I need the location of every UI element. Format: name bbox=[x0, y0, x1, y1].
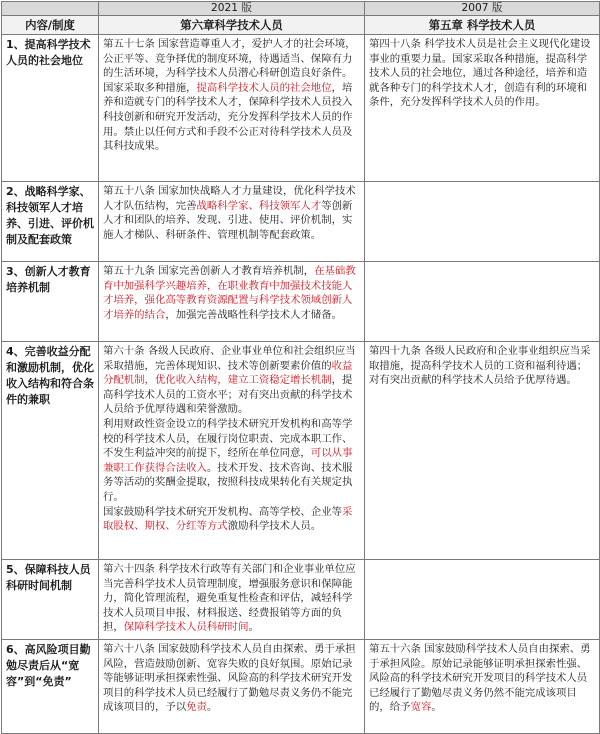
article-text: 第六十条 各级人民政府、企业事业单位和社会组织应当采取措施，完善体现知识、技术等创新要素价值的 bbox=[103, 345, 356, 372]
article-paragraph bbox=[103, 81, 360, 154]
article-text: 第六十八条 国家鼓励科学技术人员自由探索、勇于承担风险，营造鼓励创新、宽容失败的良好氛围。原始记录等能够证明承担探索性强、风险高的科学技术研究开发项目的科学技术人员已经履行了勤勉尽责义务仍不能完成该项目的，予以 bbox=[103, 643, 356, 714]
article-paragraph bbox=[369, 642, 595, 715]
article-text: ，提高科学技术人员的工资水平；对有突出贡献的科学技术人员给予优厚待遇和荣誉激励。 bbox=[103, 374, 353, 416]
article-paragraph bbox=[103, 264, 360, 322]
highlighted-text: 保障科学技术人员科研时间 bbox=[123, 621, 249, 634]
chapter-2021-header: 第六章科学技术人员 bbox=[99, 16, 365, 35]
year-2007-header: 2007 版 bbox=[365, 2, 600, 16]
article-text: 第四十八条 科学技术人员是社会主义现代化建设事业的重要力量。国家采取各种措施，提高科学技术人员的社会地位，通过各种途径，培养和造就各种专门的科学技术人才，创造有利的环境和条件，充分发挥科学技术人员的作用。 bbox=[369, 38, 591, 109]
article-text: 第六十四条 科学技术行政等有关部门和企业事业单位应当完善科学技术人员管理制度，增强服务意识和保障能力，简化管理流程，避免重复性检查和评估，减轻科学技术人员项目申报、材料报送、经费报销等方面的负担， bbox=[103, 563, 356, 634]
article-paragraph bbox=[103, 642, 360, 715]
table-row bbox=[2, 342, 600, 560]
article-text: 。技术开发、技术咨询、技术服务等活动的奖酬金提取，按照科技成果转化有关规定执行。 bbox=[103, 461, 353, 503]
highlighted-text: 免责 bbox=[186, 701, 207, 714]
category-column-header: 内容/制度 bbox=[2, 16, 99, 35]
article-text: 第五十八条 国家加快战略人才力量建设，优化科学技术人才队伍结构，完善 bbox=[103, 185, 356, 212]
article-paragraph bbox=[103, 417, 360, 505]
article-text: 等创新人才和团队的培养、发现、引进、使用、评价机制，实施人才梯队、科研条件、管理机制等配套政策。 bbox=[103, 199, 353, 241]
year-header-row bbox=[2, 2, 600, 16]
article-2007 bbox=[365, 640, 600, 734]
article-paragraph bbox=[103, 562, 360, 635]
article-paragraph bbox=[103, 344, 360, 417]
article-2007 bbox=[365, 182, 600, 262]
article-text: 国家鼓励科学技术研究开发机构、高等学校、企业等 bbox=[103, 505, 342, 518]
row-category: 5、保障科技人员科研时间机制 bbox=[2, 560, 99, 640]
article-text: 国家采取多种措施， bbox=[103, 81, 197, 94]
highlighted-text: 在基础教育中加强科学兴趣培养，在职业教育中加强技术技能人才培养，强化高等教育资源配置与科学技术领域创新人才培养的结合 bbox=[103, 265, 356, 321]
highlighted-text: 战略科学家、科技领军人才 bbox=[196, 199, 322, 212]
article-text: 。 bbox=[248, 621, 259, 634]
law-comparison-table bbox=[1, 1, 600, 734]
article-2021 bbox=[99, 262, 365, 342]
year-header-blank bbox=[2, 2, 99, 16]
table-row bbox=[2, 560, 600, 640]
article-paragraph bbox=[103, 184, 360, 242]
row-category: 1、提高科学技术人员的社会地位 bbox=[2, 35, 99, 182]
article-text: ，培养和造就专门的科学技术人才，保障科学技术人员投入科技创新和研究开发活动，充分发挥科学技术人员的作用。禁止以任何方式和手段不公正对待科学技术人员及其科技成果。 bbox=[103, 81, 353, 153]
row-category: 6、高风险项目勤勉尽责后从“宽容”到“免责” bbox=[2, 640, 99, 734]
article-text: 第五十七条 国家营造尊重人才，爱护人才的社会环境，公正平等、竞争择优的制度环境，待遇适当、保障有力的生活环境，为科学技术人员潜心科研创造良好条件。 bbox=[103, 38, 356, 80]
article-2021 bbox=[99, 640, 365, 734]
article-text: ，加强完善战略性科学技术人才储备。 bbox=[165, 308, 342, 321]
highlighted-text: 宽容 bbox=[410, 701, 432, 714]
year-2021-header: 2021 版 bbox=[99, 2, 365, 16]
article-text: 第五十六条 国家鼓励科学技术人员自由探索、勇于承担风险。原始记录能够证明承担探索性强、风险高的科学技术研究开发项目的科学技术人员已经履行了勤勉尽责义务仍然不能完成该项目的，给予 bbox=[369, 643, 591, 714]
row-category: 2、战略科学家、科技领军人才培养、引进、评价机制及配套政策 bbox=[2, 182, 99, 262]
article-paragraph bbox=[103, 37, 360, 81]
article-text: 。 bbox=[431, 701, 442, 714]
article-text: 利用财政性资金设立的科学技术研究开发机构和高等学校的科学技术人员，在履行岗位职责、完成本职工作、不发生利益冲突的前提下，经所在单位同意， bbox=[103, 417, 353, 460]
row-category: 3、创新人才教育培养机制 bbox=[2, 262, 99, 342]
article-text: 。 bbox=[206, 701, 218, 714]
chapter-header-row bbox=[2, 16, 600, 35]
article-text: 第四十九条 各级人民政府和企业事业组织应当采取措施，提高科学技术人员的工资和福利待遇；对有突出贡献的科学技术人员给予优厚待遇。 bbox=[369, 345, 591, 387]
chapter-2007-header: 第五章 科学技术人员 bbox=[365, 16, 600, 35]
table-row bbox=[2, 182, 600, 262]
article-text: 激励科学技术人员。 bbox=[227, 520, 322, 533]
row-category: 4、完善收益分配和激励机制，优化收入结构和符合条件的兼职 bbox=[2, 342, 99, 560]
article-2021 bbox=[99, 182, 365, 262]
table-row bbox=[2, 640, 600, 734]
highlighted-text: 采取股权、期权、分红等方式 bbox=[103, 505, 353, 533]
article-2021 bbox=[99, 342, 365, 560]
table-row bbox=[2, 262, 600, 342]
article-2007 bbox=[365, 342, 600, 560]
article-paragraph bbox=[369, 344, 595, 388]
article-paragraph bbox=[103, 505, 360, 534]
highlighted-text: 可以从事兼职工作获得合法收入 bbox=[103, 447, 353, 474]
article-2021 bbox=[99, 35, 365, 182]
highlighted-text: 提高科学技术人员的社会地位 bbox=[196, 81, 332, 94]
article-2007 bbox=[365, 560, 600, 640]
article-2021 bbox=[99, 560, 365, 640]
highlighted-text: 收益分配机制，优化收入结构，建立工资稳定增长机制 bbox=[103, 359, 353, 387]
table-row bbox=[2, 35, 600, 182]
table-body bbox=[2, 35, 600, 734]
article-2007 bbox=[365, 35, 600, 182]
article-paragraph bbox=[369, 37, 595, 110]
article-2007 bbox=[365, 262, 600, 342]
article-text: 第五十九条 国家完善创新人才教育培养机制， bbox=[103, 265, 315, 277]
